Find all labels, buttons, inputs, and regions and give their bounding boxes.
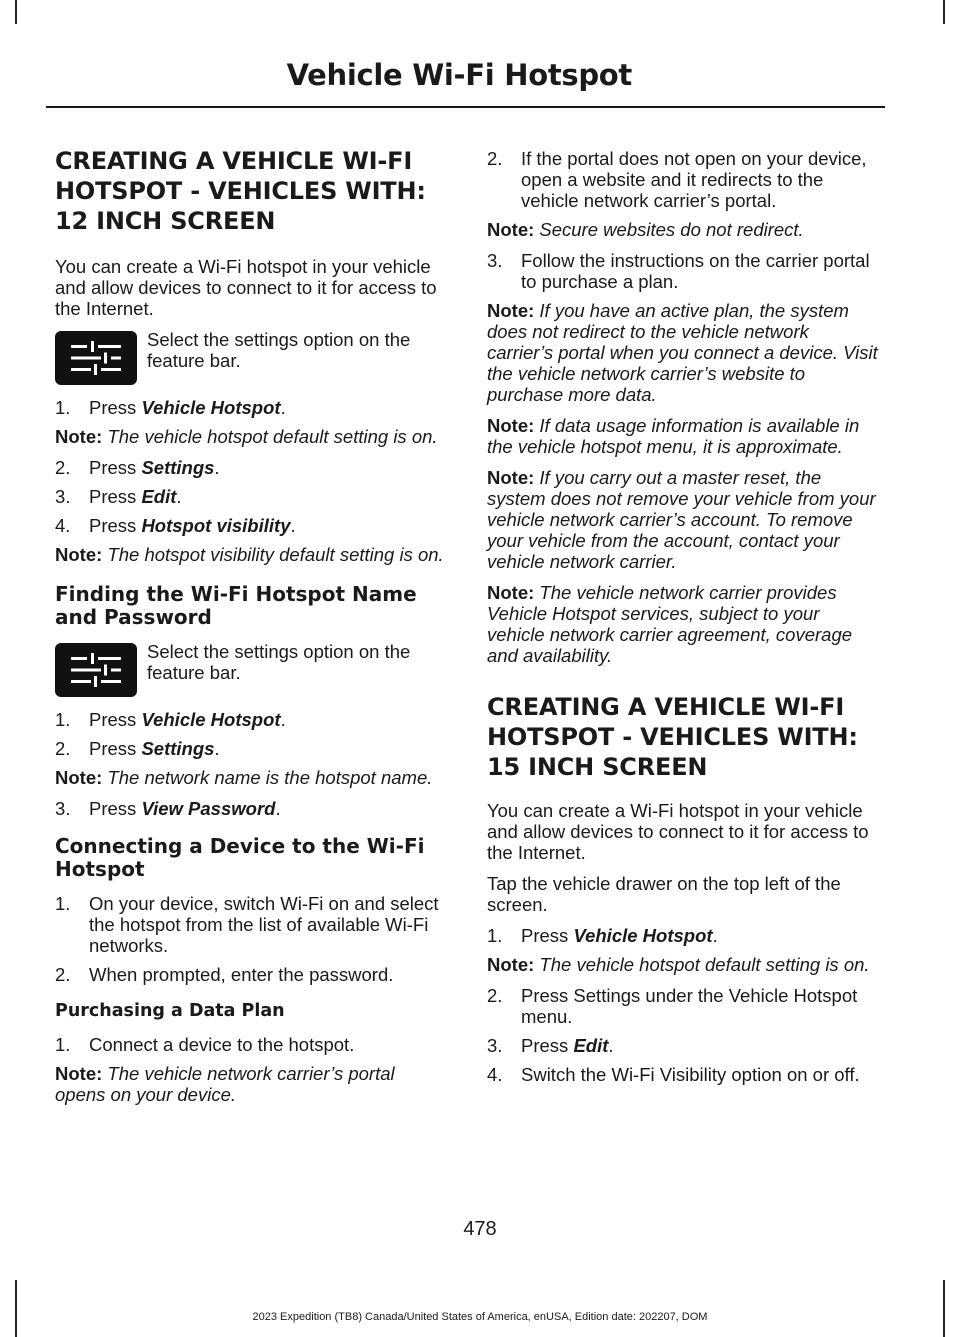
step-number: 3. bbox=[55, 486, 71, 507]
step-item bbox=[487, 250, 879, 292]
step-text bbox=[89, 457, 447, 478]
step-number: 2. bbox=[55, 738, 71, 759]
section-heading-connecting: Connecting a Device to the Wi-Fi Hotspot bbox=[55, 834, 425, 881]
note-text: Secure websites do not redirect. bbox=[534, 219, 804, 240]
step-pre: Press bbox=[89, 486, 142, 507]
note-text: The vehicle network carrier provides Vehicle Hotspot services, subject to your vehicle network carrier agreement, coverage and availability. bbox=[487, 582, 853, 666]
ui-label: Edit bbox=[573, 1035, 609, 1056]
step-pre: Press bbox=[89, 709, 142, 730]
step-post: . bbox=[280, 709, 286, 730]
step-number: 2. bbox=[55, 964, 71, 985]
crop-mark-top-left-v bbox=[15, 0, 17, 24]
step-post: . bbox=[275, 798, 281, 819]
section-heading-15-inch bbox=[487, 692, 879, 782]
note bbox=[55, 1063, 447, 1105]
step-item bbox=[55, 798, 447, 819]
right-column bbox=[487, 148, 879, 1093]
step-pre: Press bbox=[521, 925, 574, 946]
step-item bbox=[55, 964, 447, 985]
step-text: Connect a device to the hotspot. bbox=[89, 1034, 355, 1055]
step-item bbox=[55, 486, 447, 507]
note-label: Note: bbox=[487, 219, 535, 240]
step-text bbox=[89, 709, 447, 730]
ui-label: Settings bbox=[141, 738, 215, 759]
step-text bbox=[89, 738, 447, 759]
settings-instruction bbox=[55, 329, 447, 385]
note bbox=[487, 467, 879, 572]
note-label: Note: bbox=[55, 767, 103, 788]
note-label: Note: bbox=[487, 954, 535, 975]
step-text: If the portal does not open on your device, open a website and it redirects to the vehicle network carrier’s portal. bbox=[521, 148, 867, 211]
note-text: If data usage information is available in the vehicle hotspot menu, it is approximate. bbox=[487, 415, 860, 457]
step-text bbox=[521, 925, 879, 946]
settings-sliders-icon bbox=[55, 643, 137, 697]
left-column bbox=[55, 140, 447, 1115]
note-text: The hotspot visibility default setting is on. bbox=[102, 544, 444, 565]
note-label: Note: bbox=[487, 467, 535, 488]
step-item bbox=[55, 709, 447, 730]
note bbox=[55, 767, 447, 788]
note bbox=[487, 954, 879, 975]
heading-line: CREATING A VEHICLE WI-FI bbox=[487, 693, 845, 721]
header-title-text: Vehicle Wi-Fi Hotspot bbox=[286, 58, 632, 92]
intro-paragraph: You can create a Wi-Fi hotspot in your vehicle and allow devices to connect to it for access to the Internet. bbox=[55, 256, 437, 319]
crop-mark-bottom-left-v bbox=[15, 1280, 17, 1337]
step-text: When prompted, enter the password. bbox=[89, 964, 394, 985]
step-text: Switch the Wi-Fi Visibility option on or off. bbox=[521, 1064, 860, 1085]
note bbox=[487, 415, 879, 457]
step-item bbox=[55, 893, 447, 956]
header-rule bbox=[46, 106, 885, 108]
step-pre: Press bbox=[521, 1035, 574, 1056]
step-pre: Press bbox=[89, 738, 142, 759]
step-item bbox=[487, 1035, 879, 1056]
heading-line: CREATING A VEHICLE WI-FI bbox=[55, 147, 413, 175]
note-text: If you carry out a master reset, the system does not remove your vehicle from your vehicle network carrier’s account. To remove your vehicle from the account, contact your vehicle network carrier. bbox=[487, 467, 876, 572]
ui-label: Vehicle Hotspot bbox=[141, 709, 281, 730]
note-label: Note: bbox=[487, 415, 535, 436]
settings-sliders-icon bbox=[55, 331, 137, 385]
step-item bbox=[55, 738, 447, 759]
step-number: 2. bbox=[55, 457, 71, 478]
heading-line: HOTSPOT - VEHICLES WITH: bbox=[55, 177, 426, 205]
note bbox=[487, 219, 879, 240]
step-post: . bbox=[176, 486, 182, 507]
step-number: 3. bbox=[487, 250, 503, 271]
step-number: 1. bbox=[55, 397, 71, 418]
step-number: 1. bbox=[487, 925, 503, 946]
note bbox=[55, 544, 447, 565]
note-label: Note: bbox=[55, 1063, 103, 1084]
step-pre: Press bbox=[89, 515, 142, 536]
step-text bbox=[89, 486, 447, 507]
section-heading-12-inch bbox=[55, 146, 447, 236]
section-heading-finding-name: Finding the Wi-Fi Hotspot Name and Password bbox=[55, 582, 417, 629]
ui-label: Edit bbox=[141, 486, 177, 507]
step-text: Press Settings under the Vehicle Hotspot menu. bbox=[521, 985, 858, 1027]
ui-label: View Password bbox=[141, 798, 276, 819]
step-item bbox=[487, 148, 879, 211]
crop-mark-bottom-right-v bbox=[943, 1280, 945, 1337]
step-number: 2. bbox=[487, 985, 503, 1006]
note-text: The vehicle hotspot default setting is on. bbox=[102, 426, 438, 447]
step-pre: Press bbox=[89, 397, 142, 418]
step-item bbox=[487, 985, 879, 1027]
step-item bbox=[487, 925, 879, 946]
heading-line: 15 INCH SCREEN bbox=[487, 753, 708, 781]
step-number: 4. bbox=[487, 1064, 503, 1085]
note bbox=[55, 426, 447, 447]
crop-mark-top-right-v bbox=[943, 0, 945, 24]
step-item bbox=[55, 457, 447, 478]
intro-paragraph: You can create a Wi-Fi hotspot in your vehicle and allow devices to connect to it for access to the Internet. bbox=[487, 800, 869, 863]
step-text bbox=[521, 1035, 879, 1056]
step-post: . bbox=[214, 457, 220, 478]
step-post: . bbox=[290, 515, 296, 536]
heading-line: HOTSPOT - VEHICLES WITH: bbox=[487, 723, 858, 751]
heading-line: 12 INCH SCREEN bbox=[55, 207, 276, 235]
step-text bbox=[89, 515, 447, 536]
step-number: 1. bbox=[55, 709, 71, 730]
note-label: Note: bbox=[55, 426, 103, 447]
icon-caption: Select the settings option on the feature bar. bbox=[147, 329, 411, 371]
step-item bbox=[55, 1034, 447, 1055]
footer-edition: 2023 Expedition (TB8) Canada/United States of America, enUSA, Edition date: 202207, DOM bbox=[252, 1311, 708, 1323]
step-post: . bbox=[712, 925, 718, 946]
step-number: 1. bbox=[55, 893, 71, 914]
step-item bbox=[487, 1064, 879, 1085]
note-text: If you have an active plan, the system does not redirect to the vehicle network carrier’s portal when you connect a device. Visit the vehicle network carrier’s website to purchase more data. bbox=[487, 300, 878, 405]
step-number: 3. bbox=[55, 798, 71, 819]
step-number: 2. bbox=[487, 148, 503, 169]
paragraph: Tap the vehicle drawer on the top left of the screen. bbox=[487, 873, 841, 915]
note-text: The network name is the hotspot name. bbox=[102, 767, 433, 788]
note bbox=[487, 300, 879, 405]
step-text bbox=[89, 798, 447, 819]
note-text: The vehicle hotspot default setting is on. bbox=[534, 954, 870, 975]
step-number: 1. bbox=[55, 1034, 71, 1055]
note-label: Note: bbox=[487, 300, 535, 321]
step-pre: Press bbox=[89, 457, 142, 478]
ui-label: Settings bbox=[141, 457, 215, 478]
page-number: 478 bbox=[463, 1218, 497, 1240]
note-label: Note: bbox=[55, 544, 103, 565]
step-pre: Press bbox=[89, 798, 142, 819]
ui-label: Hotspot visibility bbox=[141, 515, 291, 536]
note bbox=[487, 582, 879, 666]
step-number: 4. bbox=[55, 515, 71, 536]
note-label: Note: bbox=[487, 582, 535, 603]
step-post: . bbox=[608, 1035, 614, 1056]
icon-caption: Select the settings option on the feature bar. bbox=[147, 641, 411, 683]
step-item bbox=[55, 515, 447, 536]
step-text: Follow the instructions on the carrier portal to purchase a plan. bbox=[521, 250, 870, 292]
step-post: . bbox=[280, 397, 286, 418]
step-number: 3. bbox=[487, 1035, 503, 1056]
note-text: The vehicle network carrier’s portal opens on your device. bbox=[55, 1063, 395, 1105]
step-text: On your device, switch Wi-Fi on and select the hotspot from the list of available Wi-Fi networks. bbox=[89, 893, 439, 956]
section-heading-data-plan: Purchasing a Data Plan bbox=[55, 1001, 285, 1021]
ui-label: Vehicle Hotspot bbox=[141, 397, 281, 418]
settings-instruction bbox=[55, 641, 447, 697]
step-text bbox=[89, 397, 447, 418]
ui-label: Vehicle Hotspot bbox=[573, 925, 713, 946]
step-post: . bbox=[214, 738, 220, 759]
step-item bbox=[55, 397, 447, 418]
